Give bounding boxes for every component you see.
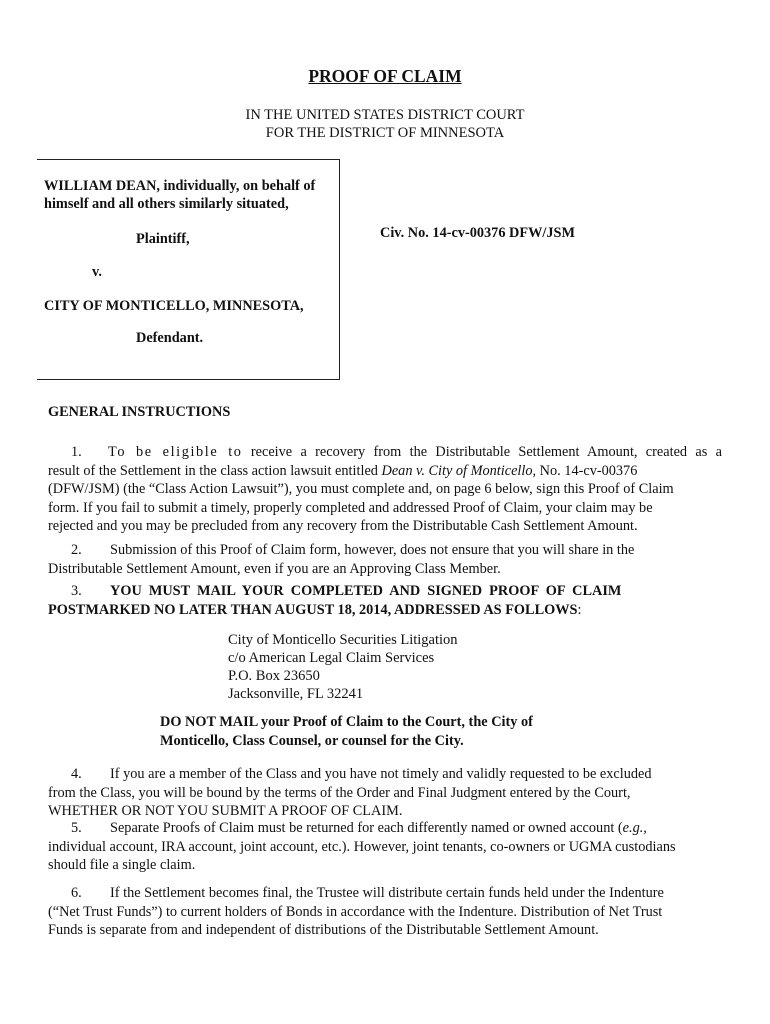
- address-line4: Jacksonville, FL 32241: [228, 686, 364, 702]
- p2-line2: Distributable Settlement Amount, even if you are an Approving Class Member.: [48, 560, 501, 577]
- p6-line3: Funds is separate from and independent of distributions of the Distributable Settlement Amount.: [48, 922, 599, 938]
- p1-line3: (DFW/JSM) (the “Class Action Lawsuit”), you must complete and, on page 6 below, sign this Proof of Claim: [48, 481, 674, 497]
- p2-line1: [48, 541, 722, 560]
- p1-line2: [48, 462, 722, 481]
- warning-line1: DO NOT MAIL your Proof of Claim to the Court, the City of: [160, 714, 533, 730]
- p4-number: 4.: [71, 766, 82, 782]
- court-name-line1: IN THE UNITED STATES DISTRICT COURT: [245, 107, 525, 123]
- p1-lead: To be eligible to: [108, 444, 243, 460]
- p6-line2: (“Net Trust Funds”) to current holders of Bonds in accordance with the Indenture. Distribution of Net Trust: [48, 903, 663, 920]
- p4-line2: from the Class, you will be bound by the terms of the Order and Final Judgment entered by the Court,: [48, 784, 631, 801]
- defendant-name: CITY OF MONTICELLO, MINNESOTA,: [44, 298, 304, 314]
- p1-line4: form. If you fail to submit a timely, properly completed and addressed Proof of Claim, your claim may be: [48, 499, 653, 516]
- p1-number: 1.: [71, 444, 82, 460]
- p2-number: 2.: [71, 542, 82, 558]
- p3-number: 3.: [71, 583, 82, 599]
- p6-line1: [48, 884, 722, 903]
- p6-line1-text: If the Settlement becomes final, the Trustee will distribute certain funds held under the Indenture: [110, 885, 664, 901]
- mailing-address: [228, 631, 458, 703]
- p1-line1: [48, 443, 722, 462]
- p5-line2: individual account, IRA account, joint account, etc.). However, joint tenants, co-owners or UGMA custodians: [48, 838, 676, 855]
- p5-line1: [48, 819, 722, 838]
- document-title: PROOF OF CLAIM: [308, 66, 462, 86]
- p3-line1: [48, 582, 672, 601]
- instruction-paragraph-5: [48, 819, 722, 875]
- plaintiff-role: Plaintiff,: [136, 231, 190, 247]
- case-number: Civ. No. 14-cv-00376 DFW/JSM: [380, 225, 575, 241]
- p1-line2-text: result of the Settlement in the class action lawsuit entitled: [48, 462, 382, 479]
- section-heading: GENERAL INSTRUCTIONS: [48, 404, 231, 420]
- address-line3: P.O. Box 23650: [228, 668, 320, 684]
- p2-line1-text: Submission of this Proof of Claim form, however, does not ensure that you will share in the: [110, 542, 635, 558]
- p5-line3: should file a single claim.: [48, 857, 196, 873]
- p3-line2: [48, 601, 672, 620]
- instruction-paragraph-3: [48, 582, 672, 619]
- p1-line2-number: , No. 14-cv-00376: [532, 462, 638, 479]
- p4-line1: [48, 765, 722, 784]
- plaintiff-name-line1: WILLIAM DEAN, individually, on behalf of: [44, 178, 316, 194]
- p5-line1-text: Separate Proofs of Claim must be returned for each differently named or owned account (: [110, 820, 623, 836]
- p6-number: 6.: [71, 885, 82, 901]
- plaintiff-name-line2: himself and all others similarly situated,: [44, 196, 289, 212]
- instruction-paragraph-1: [48, 443, 722, 536]
- p5-eg: e.g.,: [622, 820, 647, 836]
- p1-case-name: Dean v. City of Monticello: [381, 462, 533, 479]
- p4-line3: WHETHER OR NOT YOU SUBMIT A PROOF OF CLAIM.: [48, 803, 403, 819]
- p4-line1-text: If you are a member of the Class and you have not timely and validly requested to be excluded: [110, 766, 652, 782]
- court-name-line2: FOR THE DISTRICT OF MINNESOTA: [265, 125, 505, 141]
- defendant-role: Defendant.: [136, 330, 204, 346]
- p1-line1-text: receive a recovery from the Distributable Settlement Amount, created as a: [242, 444, 722, 460]
- p3-colon: :: [577, 601, 582, 618]
- p3-line2-text: POSTMARKED NO LATER THAN AUGUST 18, 2014, ADDRESSED AS FOLLOWS: [48, 601, 578, 618]
- address-line2: c/o American Legal Claim Services: [228, 650, 435, 666]
- versus-label: v.: [92, 264, 102, 280]
- instruction-paragraph-4: [48, 765, 722, 821]
- p5-number: 5.: [71, 820, 82, 836]
- p1-line5: rejected and you may be precluded from any recovery from the Distributable Cash Settlement Amount.: [48, 518, 638, 534]
- warning-line2: Monticello, Class Counsel, or counsel for the City.: [160, 733, 464, 749]
- address-line1: City of Monticello Securities Litigation: [228, 632, 458, 648]
- p3-line1-text: YOU MUST MAIL YOUR COMPLETED AND SIGNED PROOF OF CLAIM: [110, 583, 622, 599]
- instruction-paragraph-2: [48, 541, 722, 578]
- mailing-warning: [160, 713, 533, 751]
- instruction-paragraph-6: [48, 884, 722, 940]
